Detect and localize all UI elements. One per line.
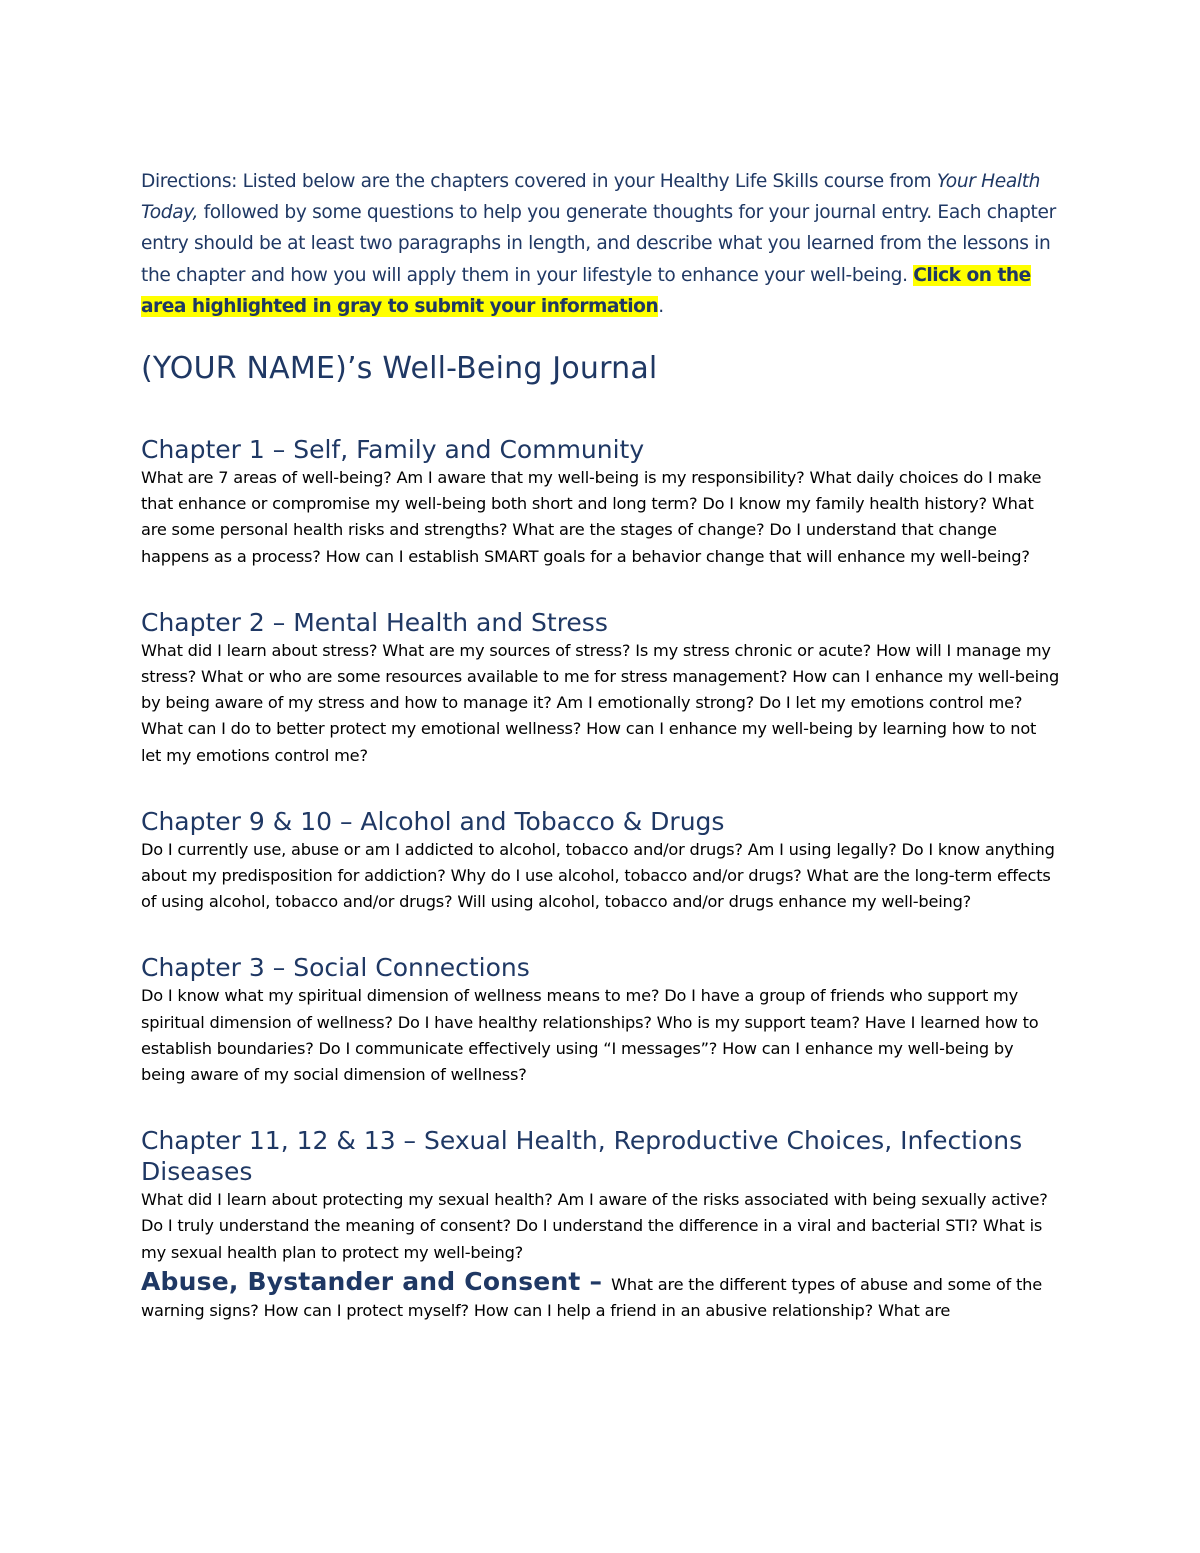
chapter-heading: Chapter 3 – Social Connections: [141, 953, 530, 983]
chapter-heading: Chapter 9 & 10 – Alcohol and Tobacco & Drugs: [141, 806, 725, 836]
chapter-questions: Do I currently use, abuse or am I addicted to alcohol, tobacco and/or drugs? Am I using legally? Do I know anything about my predisposition for addiction? Why do I use alcohol, tobacco and/or drugs? What are the long-term effects of using alcohol, tobacco and/or drugs? Will using alcohol, tobacco and/or drugs enhance my well-being?: [141, 839, 1055, 912]
chapter-section: [141, 1125, 1061, 1266]
chapter-section: [141, 607, 1061, 769]
chapter-heading: Chapter 11, 12 & 13 – Sexual Health, Reproductive Choices, Infections Diseases: [141, 1126, 1023, 1187]
directions-text: Directions: Listed below are the chapters covered in your Healthy Life Skills course from: [141, 171, 937, 192]
chapter-heading: Chapter 2 – Mental Health and Stress: [141, 607, 608, 637]
chapter-heading: Chapter 1 – Self, Family and Community: [141, 435, 645, 465]
abuse-questions: What are the different types of abuse and some of the warning signs? How can I protect myself? How can I help a friend in an abusive relationship? What are: [141, 1274, 1042, 1321]
abuse-section: [141, 1266, 1061, 1324]
chapter-questions: Do I know what my spiritual dimension of wellness means to me? Do I have a group of friends who support my spiritual dimension of wellness? Do I have healthy relationships? Who is my support team? Have I learned how to establish boundaries? Do I communicate effectively using “I messages”? How can I enhance my well-being by being aware of my social dimension of wellness?: [141, 986, 1039, 1085]
document-page: [141, 166, 1061, 1324]
abuse-heading: Abuse, Bystander and Consent –: [141, 1266, 612, 1296]
directions-paragraph: [141, 166, 1061, 322]
chapter-section: [141, 952, 1061, 1088]
journal-title: (YOUR NAME)’s Well-Being Journal: [141, 351, 658, 387]
chapter-section: [141, 806, 1061, 916]
chapter-questions: What did I learn about protecting my sexual health? Am I aware of the risks associated with being sexually active? Do I truly understand the meaning of consent? Do I understand the difference in a viral and bacterial STI? What is my sexual health plan to protect my well-being?: [141, 1190, 1048, 1262]
chapter-section: [141, 434, 1061, 570]
book-title: Your Health Today,: [141, 171, 1041, 224]
directions-end: .: [658, 295, 664, 317]
highlighted-instruction: Click on the area highlighted in gray to submit your information: [141, 264, 1031, 317]
chapter-questions: What did I learn about stress? What are my sources of stress? Is my stress chronic or acute? How will I manage my stress? What or who are some resources available to me for stress management? How can I enhance my well-being by being aware of my stress and how to manage it? Am I emotionally strong? Do I let my emotions control me? What can I do to better protect my emotional wellness? How can I enhance my well-being by learning how to not let my emotions control me?: [141, 640, 1060, 765]
chapter-questions: What are 7 areas of well-being? Am I aware that my well-being is my responsibility? What daily choices do I make that enhance or compromise my well-being both short and long term? Do I know my family health history? What are some personal health risks and strengths? What are the stages of change? Do I understand that change happens as a process? How can I establish SMART goals for a behavior change that will enhance my well-being?: [141, 468, 1042, 566]
directions-text-continued: followed by some questions to help you generate thoughts for your journal entry. Each chapter entry should be at least two paragraphs in length, and describe what you learned from the lessons in the chapter and how you will apply them in your lifestyle to enhance your well-being.: [141, 202, 1056, 286]
